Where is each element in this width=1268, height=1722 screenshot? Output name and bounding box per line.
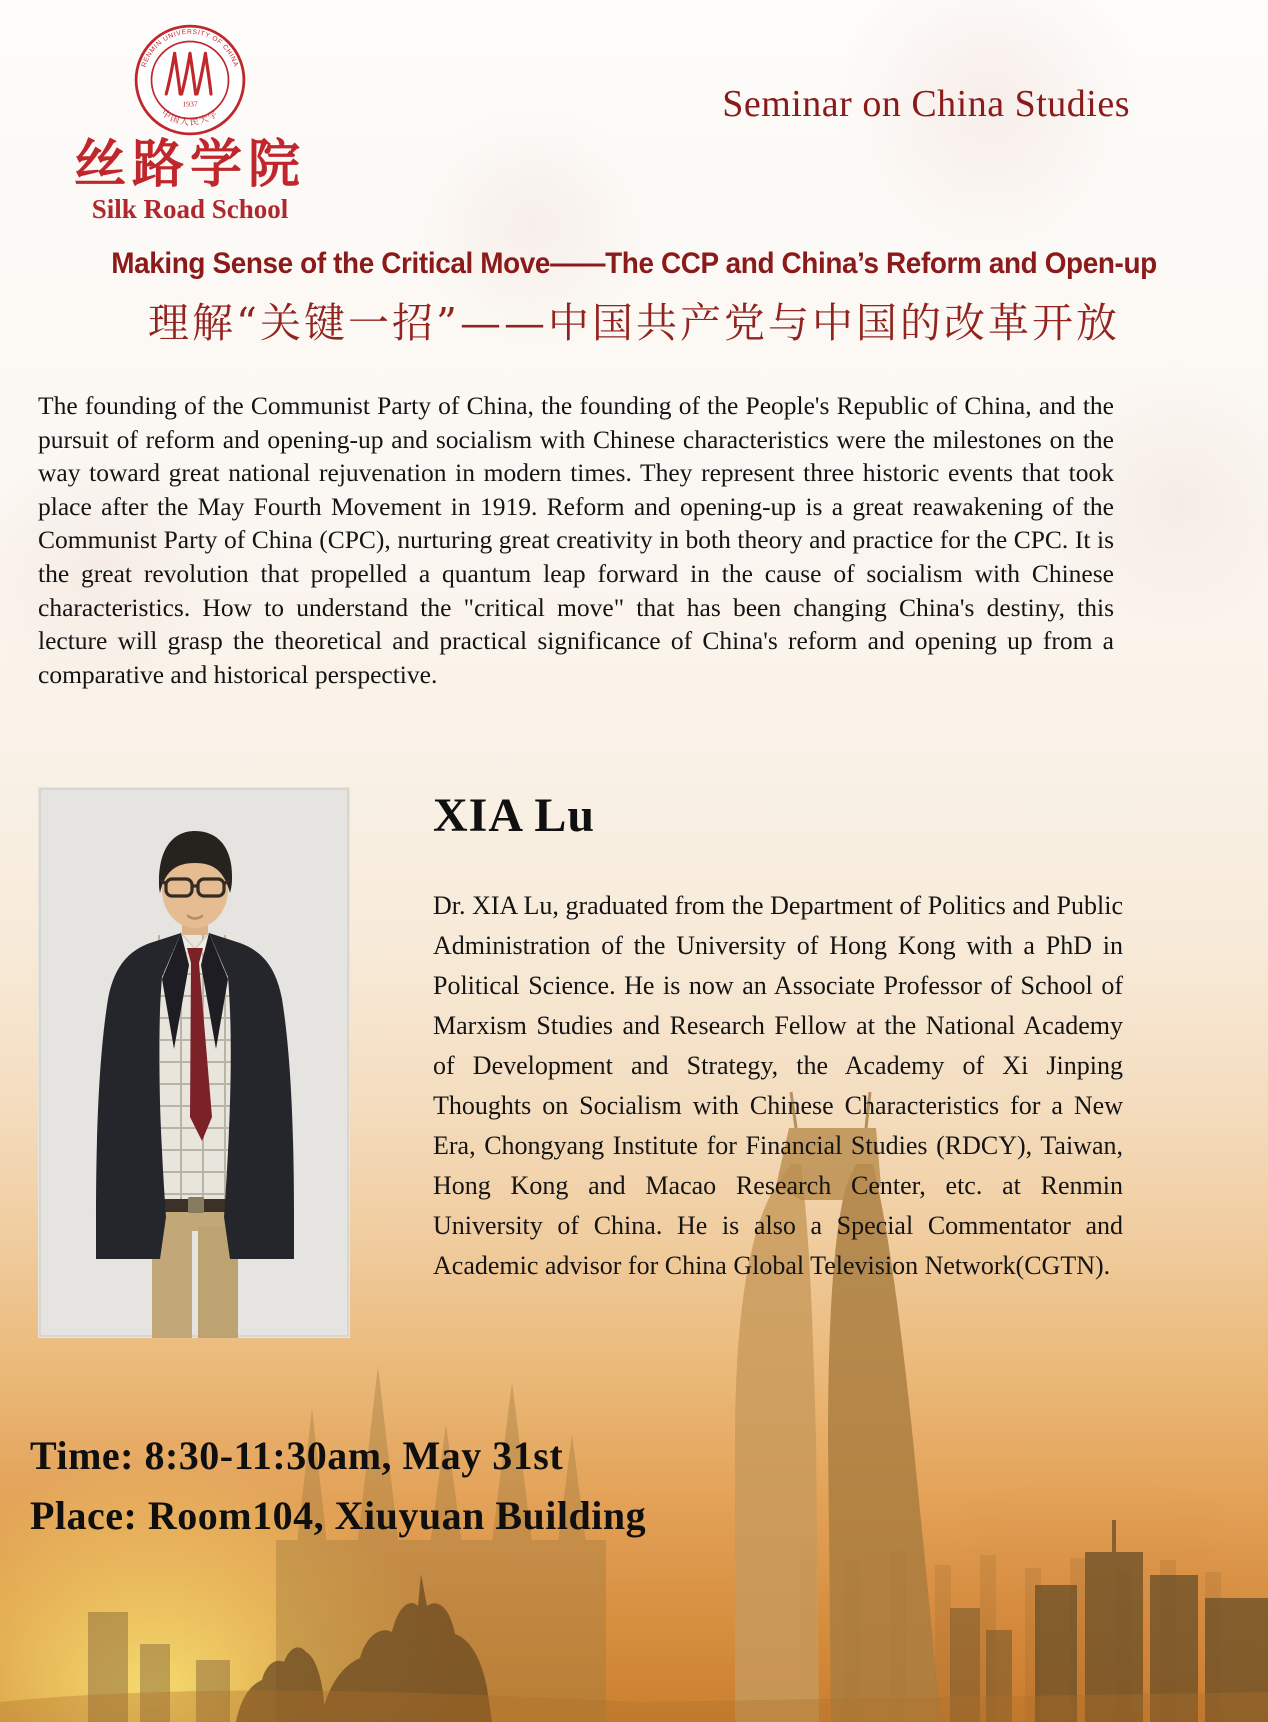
- speaker-name: XIA Lu: [433, 789, 596, 842]
- ruc-crest-icon: [134, 24, 246, 136]
- abstract-paragraph: The founding of the Communist Party of China, the founding of the People's Republic of China, and the pursuit of reform and opening-up and socialism with Chinese characteristics were the milestones on the way toward great national rejuvenation in modern times. They represent three historic events that took place after the May Fourth Movement in 1919. Reform and opening-up is a great reawakening of the Communist Party of China (CPC), nurturing great creativity in both theory and practice for the CPC. It is the great revolution that propelled a quantum leap forward in the cause of socialism with Chinese characteristics. How to understand the "critical move" that has been changing China's destiny, this lecture will grasp the theoretical and practical significance of China's reform and opening up from a comparative and historical perspective.: [38, 391, 1114, 689]
- school-name-chinese: 丝路学院: [73, 134, 306, 195]
- seminar-series-title: Seminar on China Studies: [722, 83, 1130, 125]
- school-name-english: Silk Road School: [91, 194, 289, 224]
- crest-year: 1937: [182, 99, 198, 109]
- event-place: Place: Room104, Xiuyuan Building: [30, 1493, 647, 1538]
- logo-block: [70, 24, 310, 224]
- lecture-title-english: Making Sense of the Critical Move——The CCP and China’s Reform and Open-up: [111, 247, 1157, 280]
- speaker-photo: [38, 787, 350, 1338]
- event-time: Time: 8:30-11:30am, May 31st: [30, 1433, 564, 1478]
- lecture-title-chinese: 理解“关键一招”——中国共产党与中国的改革开放: [148, 299, 1120, 347]
- crest-ring-text: RENMIN UNIVERSITY OF CHINA: [140, 28, 240, 69]
- speaker-bio: Dr. XIA Lu, graduated from the Department of Politics and Public Administration of the University of Hong Kong with a PhD in Political Science. He is now an Associate Professor of School of Marxism Studies and Research Fellow at the National Academy of Development and Strategy, the Academy of Xi Jinping Thoughts on Socialism with Chinese Characteristics for a New Era, Chongyang Institute for Financial Studies (RDCY), Taiwan, Hong Kong and Macao Research Center, etc. at Renmin University of China. He is also a Special Commentator and Academic advisor for China Global Television Network(CGTN).: [433, 891, 1123, 1280]
- crest-university-chinese: 中国人民大学: [159, 108, 221, 129]
- event-details: [30, 1426, 646, 1546]
